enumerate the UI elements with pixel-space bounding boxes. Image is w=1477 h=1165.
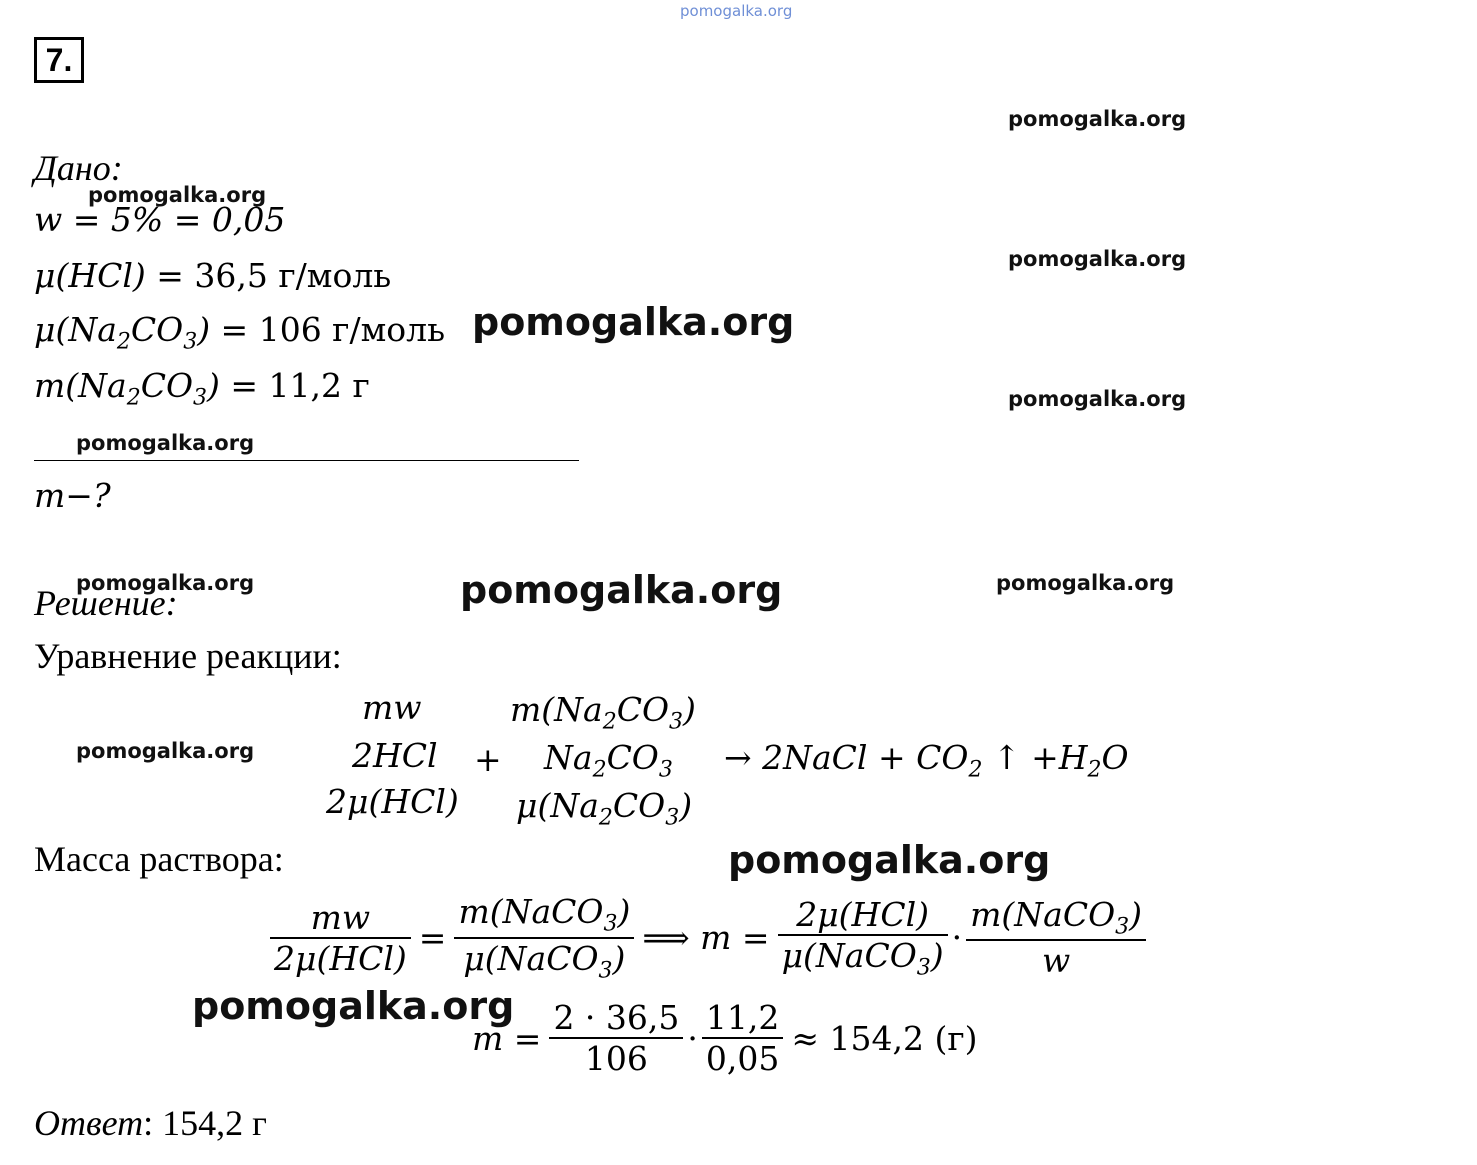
fraction-11-over-005: $\frac{11,2}{0,05}$: [702, 998, 783, 1078]
given-m-na2co3: $m(Na_2CO_3) = 11,2$ г: [34, 366, 370, 411]
fraction-m-over-mu-naco3: $\frac{m(NaCO_3)}{\mu(NaCO_3)}$: [454, 892, 634, 983]
given-mu-na2co3: $\mu(Na_2CO_3) = 106$ г/моль: [34, 310, 446, 355]
calc-equation: m = $\frac{2 \cdot 36,5}{106}$ · $\frac{11,2}{0,05}$ ≈ 154,2 (г): [472, 998, 978, 1078]
watermark: pomogalka.org: [76, 431, 255, 455]
watermark: pomogalka.org: [472, 300, 795, 344]
watermark: pomogalka.org: [1008, 107, 1187, 131]
watermark: pomogalka.org: [460, 568, 783, 612]
given-mu-hcl: μ(HCl) = 36,5 г/моль: [34, 256, 392, 295]
fraction-m-naco3-over-w: $\frac{m(NaCO_3)}{w}$: [966, 895, 1146, 981]
find-line: m−?: [34, 476, 111, 515]
reaction-label: Уравнение реакции:: [34, 636, 342, 676]
watermark: pomogalka.org: [996, 571, 1175, 595]
watermark: pomogalka.org: [192, 984, 515, 1028]
reaction-hcl-bottom: 2μ(HCl): [326, 782, 459, 821]
watermark: pomogalka.org: [1008, 247, 1187, 271]
reaction-plus: +: [474, 740, 502, 779]
task-number: 7.: [34, 37, 84, 83]
given-w: w = 5% = 0,05: [34, 200, 286, 239]
fraction-2x36-over-106: $\frac{2 \cdot 36,5}{106}$: [549, 998, 683, 1078]
reaction-hcl: 2HCl: [352, 736, 438, 775]
reaction-products: → 2NaCl + $CO_2$ ↑ $+H_2O$: [724, 738, 1129, 783]
reaction-na2co3: $Na_2CO_3$: [544, 738, 673, 783]
fraction-2mu-over-mu-naco3: $\frac{\text{2μ(HCl)}}{\mu(NaCO_3)}$: [778, 895, 948, 981]
reaction-hcl-top: mw: [362, 688, 422, 727]
watermark: pomogalka.org: [88, 183, 267, 207]
given-divider: [34, 460, 579, 461]
watermark-top: pomogalka.org: [680, 2, 793, 20]
answer-line: Ответ: 154,2 г: [34, 1103, 267, 1143]
watermark: pomogalka.org: [728, 838, 1051, 882]
mass-label: Масса раствора:: [34, 839, 284, 879]
given-heading: Дано:: [34, 148, 123, 188]
watermark: pomogalka.org: [76, 571, 255, 595]
watermark: pomogalka.org: [76, 739, 255, 763]
solution-heading: Решение:: [34, 583, 178, 623]
fraction-mw-over-2mu: $\frac{mw}{\text{2μ(HCl)}}$: [270, 898, 411, 978]
mass-equation: $\frac{mw}{\text{2μ(HCl)}}$ = $\frac{m(NaCO_3)}{\mu(NaCO_3)}$ ⟹ m = $\frac{\text{2μ(HCl)}}{\mu(NaCO_3)}$ · $\frac{m(NaCO_3)}{w}$: [270, 892, 1146, 983]
watermark: pomogalka.org: [1008, 387, 1187, 411]
reaction-na2co3-top: $m(Na_2CO_3)$: [510, 690, 696, 735]
reaction-na2co3-bottom: $\mu(Na_2CO_3)$: [516, 786, 693, 831]
